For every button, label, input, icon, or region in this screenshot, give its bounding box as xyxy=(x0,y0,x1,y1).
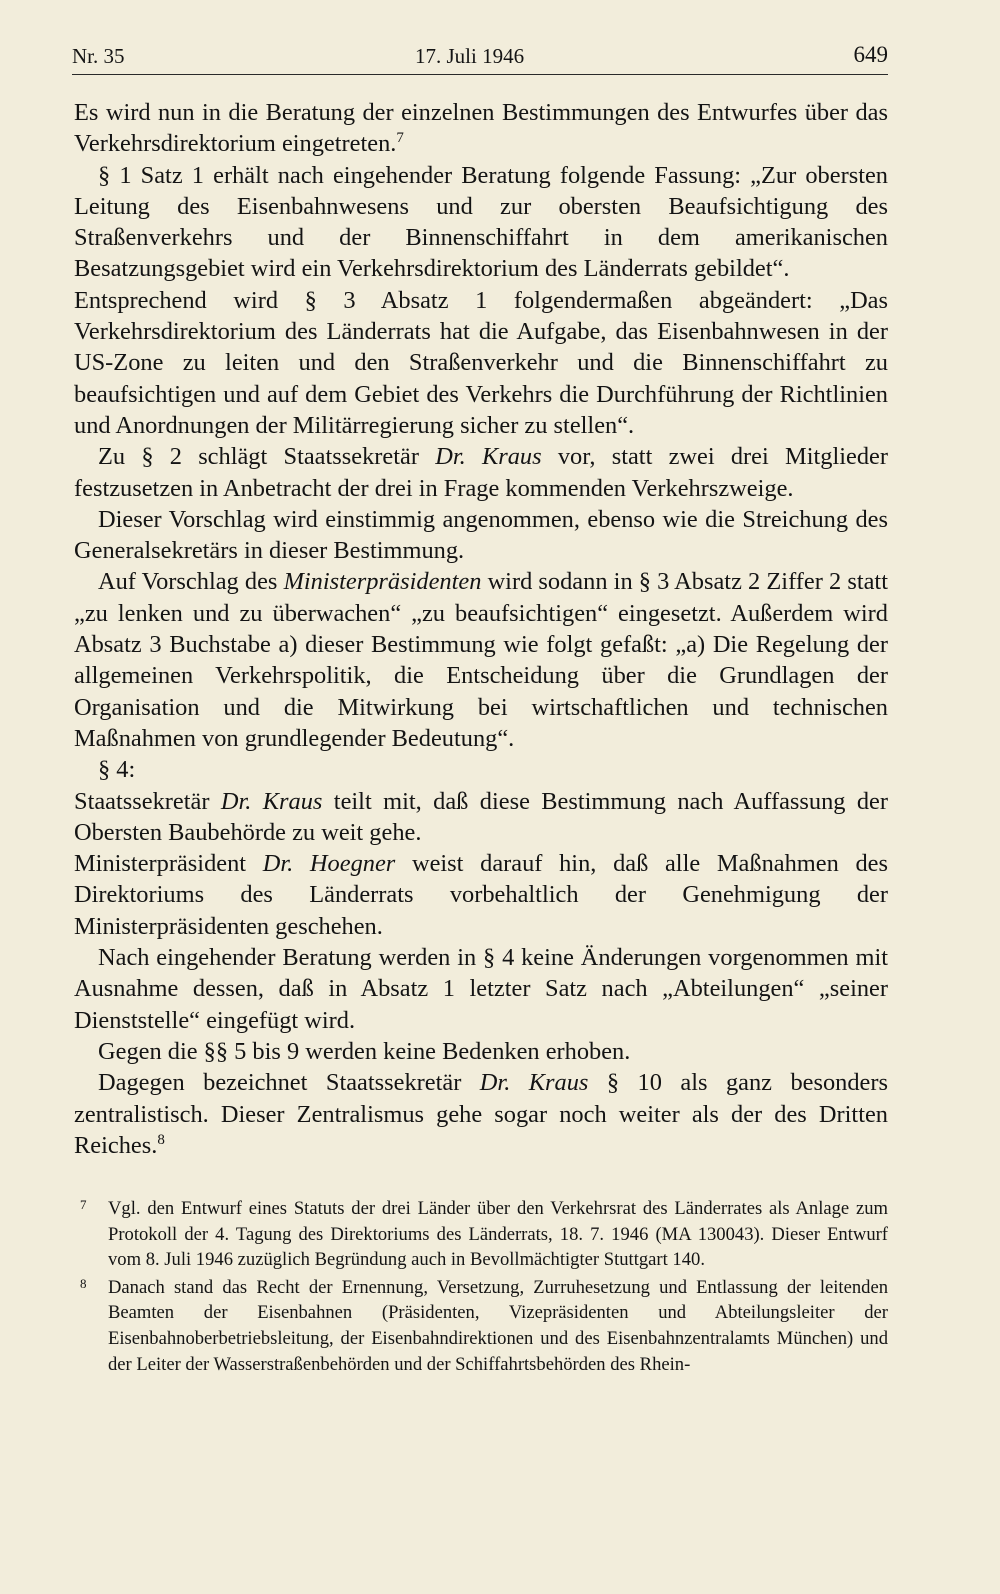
footnote-ref-8: 8 xyxy=(157,1131,165,1148)
paragraph-8-text-b: teilt mit, daß diese Bestimmung nach Auffassung der Obersten Baubehörde zu weit gehe. xyxy=(74,787,889,846)
paragraph-9 xyxy=(74,848,888,942)
footnote-text: Danach stand das Recht der Ernennung, Versetzung, Zurruhesetzung und Entlassung der leitenden Beamten der Eisenbahnen (Präsidenten, Vizepräsidenten und Abteilungsleiter der Eisenbahnoberbetriebsleitung, der Eisenbahndirektionen und des Eisenbahnzentralamts München) und der Leiter der Wasserstraßenbehörden und der Schiffahrtsbehörden des Rhein- xyxy=(108,1276,888,1375)
paragraph-1 xyxy=(74,97,888,160)
paragraph-5: Dieser Vorschlag wird einstimmig angenommen, ebenso wie die Streichung des Generalsekretärs in dieser Bestimmung. xyxy=(74,505,888,565)
footnote-ref-7: 7 xyxy=(396,130,404,147)
speaker-name: Dr. Kraus xyxy=(220,787,323,815)
paragraph-9-text-b: weist darauf hin, daß alle Maßnahmen des Direktoriums des Länderrats vorbehaltlich der Genehmigung der Ministerpräsidenten geschehen. xyxy=(74,850,888,940)
speaker-name: Dr. Hoegner xyxy=(262,850,396,878)
issue-number: Nr. 35 xyxy=(72,44,125,68)
paragraph-10: Nach eingehender Beratung werden in § 4 keine Änderungen vorgenommen mit Ausnahme dessen, daß in Absatz 1 letzter Satz nach „Abteilungen“ „seiner Dienststelle“ eingefügt wird. xyxy=(74,944,888,1034)
paragraph-11: Gegen die §§ 5 bis 9 werden keine Bedenken erhoben. xyxy=(98,1037,631,1065)
paragraph-12 xyxy=(74,1067,888,1161)
paragraph-4 xyxy=(74,441,888,504)
footnote-text: Vgl. den Entwurf eines Statuts der drei Länder über den Verkehrsrat des Länderrates als Anlage zum Protokoll der 4. Tagung des Direktoriums des Länderrats, 18. 7. 1946 (MA 130043). Dieser Entwurf vom 8. Juli 1946 zuzüglich Begründung auch in Bevollmächtigter Stuttgart 140. xyxy=(108,1198,888,1271)
section-heading: § 4: xyxy=(98,756,136,784)
paragraph-12-text-b: § 10 als ganz besonders zentralistisch. Dieser Zentralismus gehe sogar noch weiter als der des Dritten Reiches. xyxy=(74,1069,888,1159)
speaker-name: Dr. Kraus xyxy=(479,1069,589,1097)
footnote-number: 8 xyxy=(80,1275,87,1291)
paragraph-6 xyxy=(74,566,888,754)
page-number: 649 xyxy=(853,42,888,67)
paragraph-6-text-b: wird sodann in § 3 Absatz 2 Ziffer 2 statt „zu lenken und zu überwachen“ „zu beaufsichtigen“ eingesetzt. Außerdem wird Absatz 3 Buchstabe a) dieser Bestimmung wie folgt gefaßt: „a) Die Regelung der allgemeinen Verkehrspolitik, die Entscheidung über die Grundlagen der Organisation und die Mitwirkung bei wirtschaftlichen und technischen Maßnahmen von grundlegender Bedeutung“. xyxy=(74,568,888,752)
paragraph-12-text-a: Dagegen bezeichnet Staatssekretär xyxy=(98,1069,480,1097)
paragraph-6-text-a: Auf Vorschlag des xyxy=(98,568,284,596)
paragraph-4-text-a: Zu § 2 schlägt Staatssekretär xyxy=(98,443,436,471)
header-date: 17. Juli 1946 xyxy=(415,44,525,68)
paragraph-2: § 1 Satz 1 erhält nach eingehender Beratung folgende Fassung: „Zur obersten Leitung des Eisenbahnwesens und zur obersten Beaufsichtigung des Straßenverkehrs und der Binnenschiffahrt in dem amerikanischen Besatzungsgebiet wird ein Verkehrsdirektorium des Länderrats gebildet“. xyxy=(74,161,888,283)
footnote-7 xyxy=(74,1196,888,1273)
speaker-name: Dr. Kraus xyxy=(435,443,542,471)
body-text xyxy=(74,97,888,1161)
footnote-number: 7 xyxy=(80,1197,87,1212)
paragraph-8 xyxy=(74,786,888,849)
footnote-8 xyxy=(74,1275,888,1377)
paragraph-8-text-a: Staatssekretär xyxy=(74,787,221,815)
paragraph-1-text: Es wird nun in die Beratung der einzelnen Bestimmungen des Entwurfes über das Verkehrsdirektorium eingetreten. xyxy=(74,99,888,158)
paragraph-3: Entsprechend wird § 3 Absatz 1 folgendermaßen abgeändert: „Das Verkehrsdirektorium des Länderrats hat die Aufgabe, das Eisenbahnwesen in der US-Zone zu leiten und den Straßenverkehr und die Binnenschiffahrt zu beaufsichtigen und auf dem Gebiet des Verkehrs die Durchführung der Richtlinien und Anordnungen der Militärregierung sicher zu stellen“. xyxy=(74,286,888,439)
running-head xyxy=(72,40,888,75)
speaker-name: Ministerpräsidenten xyxy=(283,568,482,596)
paragraph-4-text-b: vor, statt zwei drei Mitglieder festzusetzen in Anbetracht der drei in Frage kommenden Verkehrszweige. xyxy=(74,443,888,502)
footnotes xyxy=(74,1196,888,1379)
paragraph-9-text-a: Ministerpräsident xyxy=(74,850,263,878)
